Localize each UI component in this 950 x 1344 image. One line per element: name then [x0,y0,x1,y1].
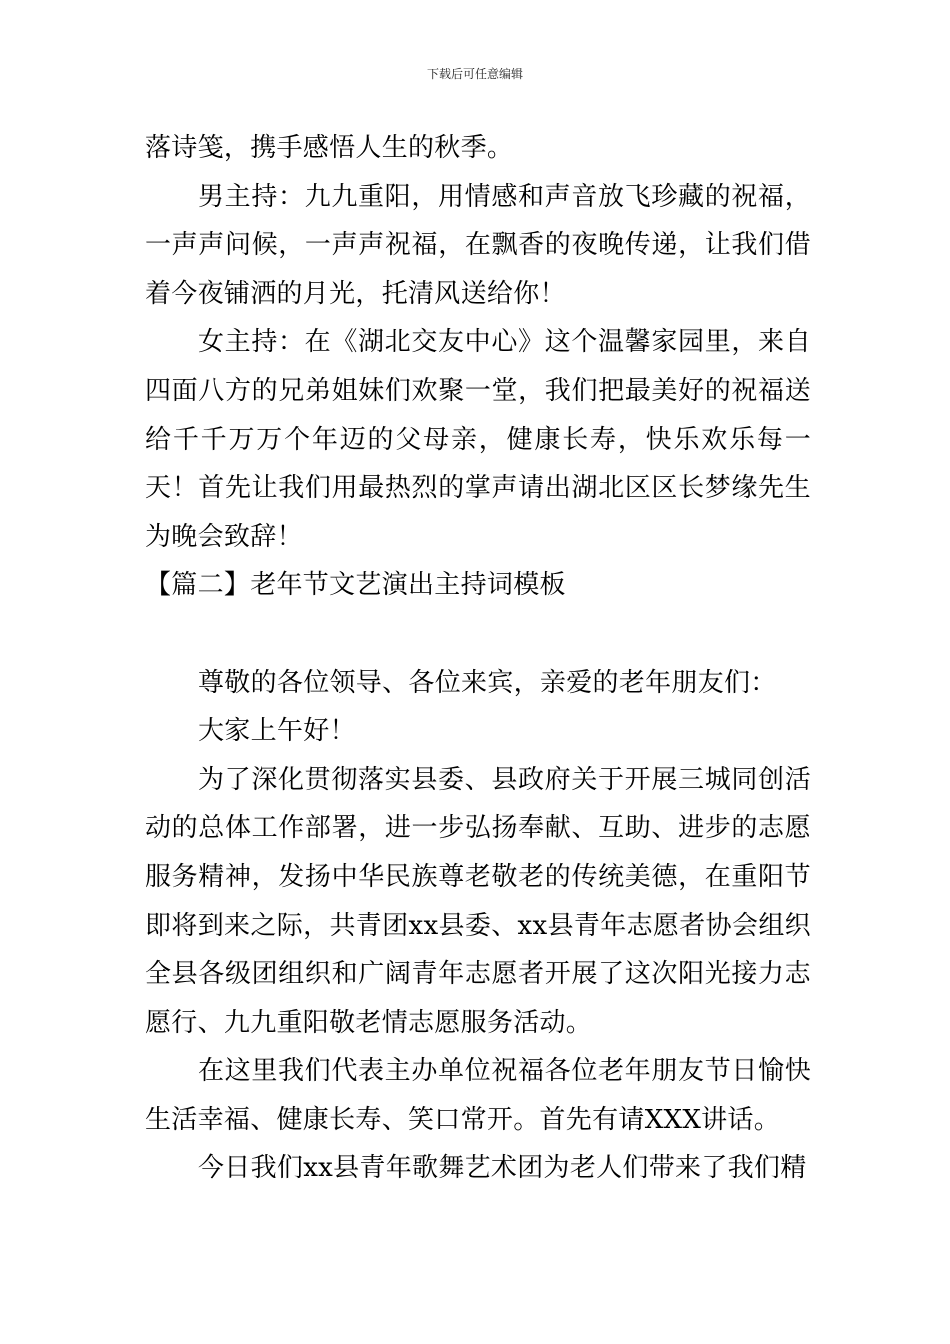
document-body [145,124,811,1193]
paragraph-continuation: 落诗笺，携手感悟人生的秋季。 [145,133,514,163]
paragraph-female-host: 女主持：在《湖北交友中心》这个温馨家园里，来自四面八方的兄弟姐妹们欢聚一堂，我们把最美好的祝福送给千千万万个年迈的父母亲，健康长寿，快乐欢乐每一天！首先让我们用最热烈的掌声请出湖北区区长梦缘先生为晚会致辞！ [145,327,811,552]
paragraph-greeting: 尊敬的各位领导、各位来宾，亲爱的老年朋友们： [198,667,777,698]
paragraph-event-background: 为了深化贯彻落实县委、县政府关于开展三城同创活动的总体工作部署，进一步弘扬奉献、互助、进步的志愿服务精神，发扬中华民族尊老敬老的传统美德，在重阳节即将到来之际，共青团xx县委、xx县青年志愿者协会组织全县各级团组织和广阔青年志愿者开展了这次阳光接力志愿行、九九重阳敬老情志愿服务活动。 [145,764,811,1038]
paragraph-good-morning: 大家上午好！ [198,716,356,747]
paragraph-male-host: 男主持：九九重阳，用情感和声音放飞珍藏的祝福，一声声问候，一声声祝福，在飘香的夜晚传递，让我们借着今夜铺洒的月光，托清风送给你！ [145,181,811,309]
paragraph-blessing: 在这里我们代表主办单位祝福各位老年朋友节日愉快生活幸福、健康长寿、笑口常开。首先有请XXX讲话。 [145,1056,811,1135]
blank-line [145,610,811,659]
section-heading: 【篇二】老年节文艺演出主持词模板 [145,570,566,601]
page-header: 下载后可任意编辑 [426,67,523,81]
paragraph-performance: 今日我们xx县青年歌舞艺术团为老人们带来了我们精 [198,1153,807,1184]
